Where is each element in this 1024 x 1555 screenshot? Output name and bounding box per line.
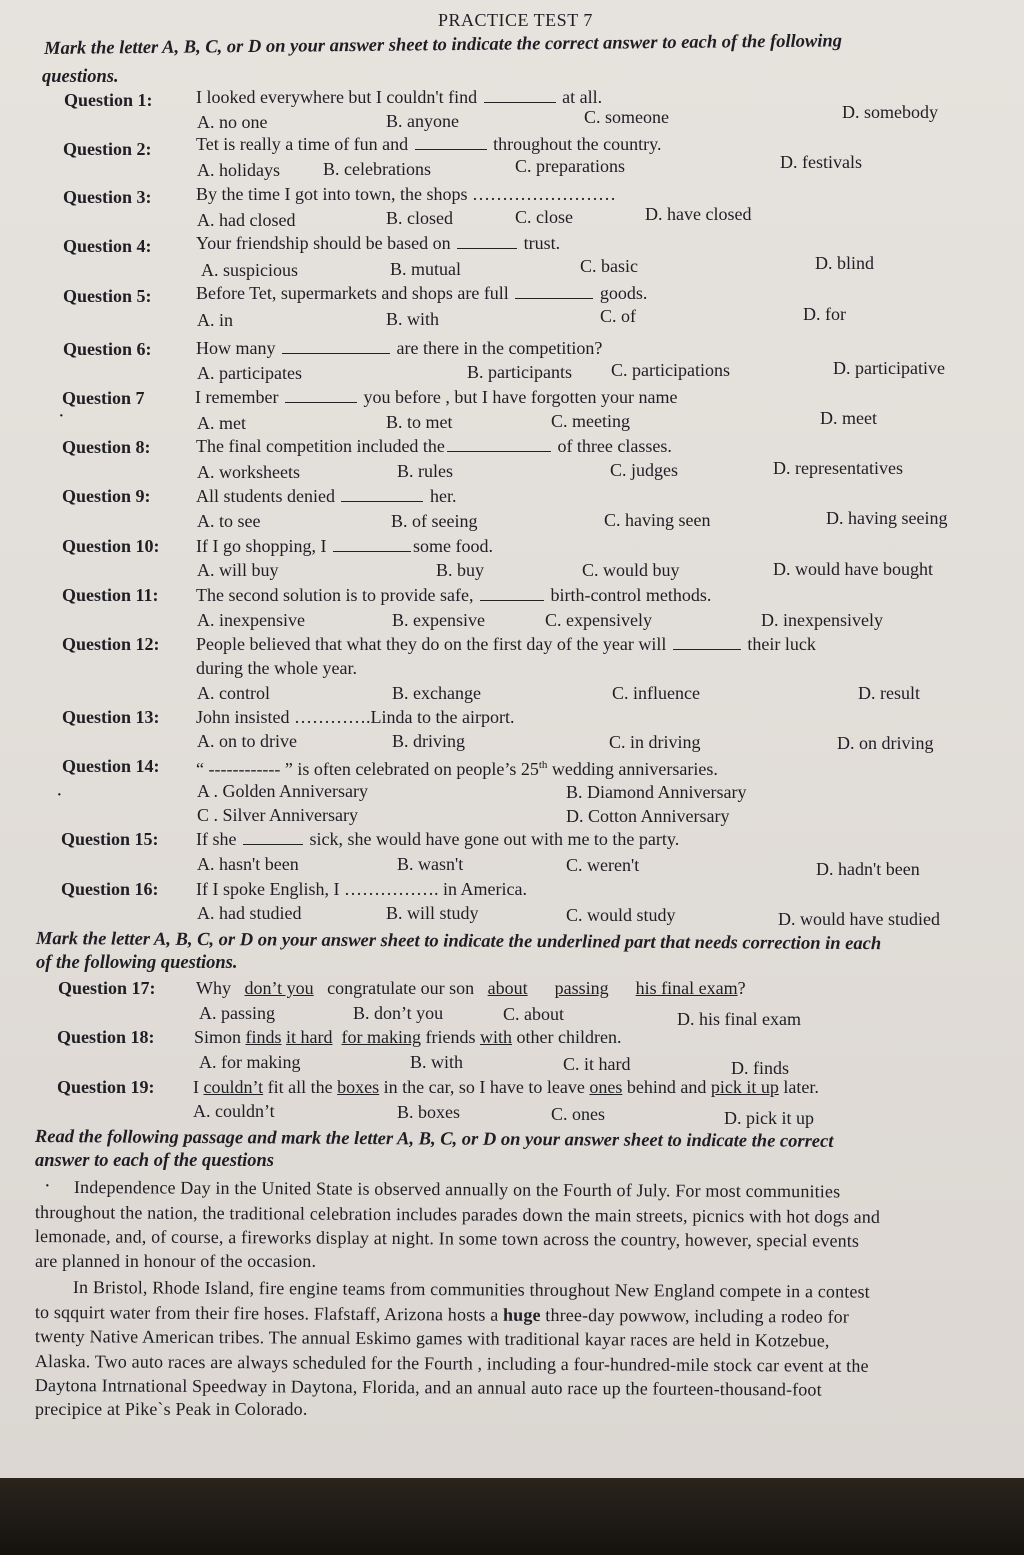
instructions-part2-line2: of the following questions.	[36, 953, 238, 973]
question-16-option-b: B. will study	[386, 903, 479, 923]
question-1-label: Question 1:	[64, 90, 153, 110]
question-4-option-c: C. basic	[580, 256, 638, 276]
question-3-stem: By the time I got into town, the shops ……………………	[196, 184, 616, 204]
question-18-option-b: B. with	[410, 1052, 464, 1072]
question-16-option-d: D. would have studied	[778, 909, 940, 929]
instructions-part1-line2: questions.	[42, 67, 119, 87]
question-9-option-a: A. to see	[197, 511, 261, 531]
question-4-option-b: B. mutual	[390, 259, 461, 279]
question-9-option-c: C. having seen	[604, 510, 711, 530]
question-10-option-d: D. would have bought	[773, 559, 933, 579]
desk-background	[0, 1478, 1024, 1555]
question-9-option-b: B. of seeing	[391, 511, 478, 531]
question-17-option-a: A. passing	[199, 1003, 275, 1023]
instructions-part3-line2: answer to each of the questions	[35, 1151, 274, 1171]
question-15-label: Question 15:	[61, 829, 159, 849]
passage-p1-line3: lemonade, and, of course, a fireworks display at night. In some town across the country, however, special events	[34, 1226, 860, 1251]
question-18-stem: Simon finds it hard for making friends with other children.	[194, 1027, 622, 1047]
question-2-option-c: C. preparations	[515, 156, 625, 176]
question-5-label: Question 5:	[63, 286, 152, 306]
question-16-stem: If I spoke English, I ……………. in America.	[196, 879, 527, 899]
question-8-option-d: D. representatives	[773, 458, 903, 478]
question-11-stem: The second solution is to provide safe, birth-control methods.	[196, 585, 712, 605]
question-12-stem-line2: during the whole year.	[196, 658, 357, 678]
question-7-option-b: B. to met	[386, 412, 453, 432]
question-6-option-d: D. participative	[833, 358, 945, 378]
question-5-option-c: C. of	[600, 306, 636, 326]
question-10-stem: If I go shopping, I some food.	[196, 536, 493, 556]
bullet-dot: ·	[58, 405, 65, 427]
question-3-option-a: A. had closed	[197, 210, 296, 230]
question-3-option-b: B. closed	[386, 208, 453, 228]
question-11-option-c: C. expensively	[545, 610, 652, 630]
passage-p1-line2: throughout the nation, the traditional celebration includes parades down the main streets, picnics with hot dogs and	[34, 1202, 881, 1227]
question-14-option-c: C . Silver Anniversary	[197, 805, 358, 825]
question-9-stem: All students denied her.	[196, 486, 457, 506]
question-5-option-d: D. for	[803, 304, 846, 324]
question-13-option-b: B. driving	[392, 731, 466, 751]
question-13-label: Question 13:	[62, 707, 160, 727]
question-16-option-c: C. would study	[566, 905, 676, 925]
question-16-option-a: A. had studied	[197, 903, 302, 923]
question-9-label: Question 9:	[62, 486, 151, 506]
question-13-stem: John insisted ………….Linda to the airport.	[196, 707, 515, 727]
question-6-option-a: A. participates	[197, 363, 302, 383]
question-17-option-c: C. about	[503, 1004, 564, 1024]
question-3-option-c: C. close	[515, 207, 573, 227]
question-5-stem: Before Tet, supermarkets and shops are full goods.	[196, 283, 648, 303]
question-10-option-a: A. will buy	[197, 560, 279, 580]
instructions-part3-line1: Read the following passage and mark the letter A, B, C, or D on your answer sheet to indicate the correct	[34, 1127, 834, 1152]
question-19-stem: I couldn’t fit all the boxes in the car, so I have to leave ones behind and pick it up later.	[193, 1077, 819, 1097]
question-8-option-c: C. judges	[610, 460, 679, 480]
passage-p2-line5: Daytona Intrnational Speedway in Daytona, Florida, and an annual auto race up the fourteen-thousand-foot	[34, 1375, 822, 1400]
question-12-label: Question 12:	[62, 634, 160, 654]
question-11-option-d: D. inexpensively	[761, 610, 883, 630]
question-14-stem: “ ------------ ” is often celebrated on people’s 25th wedding anniversaries.	[196, 759, 718, 779]
question-1-option-a: A. no one	[197, 112, 268, 132]
question-1-option-b: B. anyone	[386, 111, 459, 131]
question-5-option-b: B. with	[386, 309, 440, 329]
question-18-option-a: A. for making	[199, 1052, 301, 1072]
question-14-label: Question 14:	[62, 756, 160, 776]
question-11-option-a: A. inexpensive	[197, 610, 305, 630]
passage-p2-line1: In Bristol, Rhode Island, fire engine teams from communities throughout New England compete in a contest	[72, 1277, 870, 1302]
question-6-label: Question 6:	[63, 339, 152, 359]
question-7-stem: I remember you before , but I have forgotten your name	[195, 387, 678, 407]
question-8-option-a: A. worksheets	[197, 462, 300, 482]
question-8-option-b: B. rules	[397, 461, 453, 481]
question-8-label: Question 8:	[62, 437, 151, 457]
instructions-part2-line1: Mark the letter A, B, C, or D on your answer sheet to indicate the underlined part that needs correction in each	[35, 929, 882, 955]
question-19-option-b: B. boxes	[397, 1102, 460, 1122]
question-1-stem: I looked everywhere but I couldn't find at all.	[196, 87, 603, 107]
passage-p2-line3: twenty Native American tribes. The annual Eskimo games with traditional kayar races are held in Kotzebue,	[34, 1326, 830, 1351]
question-3-option-d: D. have closed	[645, 204, 752, 224]
question-8-stem: The final competition included the of three classes.	[196, 436, 672, 456]
question-17-stem: Why don’t you congratulate our son about passing his final exam?	[196, 978, 746, 998]
question-14-option-a: A . Golden Anniversary	[197, 781, 368, 801]
question-13-option-c: C. in driving	[609, 732, 701, 752]
question-11-option-b: B. expensive	[392, 610, 485, 630]
question-19-option-c: C. ones	[551, 1104, 605, 1124]
question-4-option-a: A. suspicious	[201, 260, 299, 280]
question-10-label: Question 10:	[62, 536, 160, 556]
question-7-option-a: A. met	[197, 413, 246, 433]
question-18-label: Question 18:	[57, 1027, 155, 1047]
question-4-option-d: D. blind	[815, 253, 875, 273]
question-19-label: Question 19:	[57, 1077, 155, 1097]
question-7-option-c: C. meeting	[551, 411, 630, 431]
passage-p1-line1: Independence Day in the United State is observed annually on the Fourth of July. For most communities	[73, 1177, 841, 1202]
question-10-option-b: B. buy	[436, 560, 485, 580]
question-1-option-c: C. someone	[584, 107, 669, 127]
question-18-option-c: C. it hard	[563, 1054, 631, 1074]
question-4-label: Question 4:	[63, 236, 152, 256]
question-15-option-b: B. wasn't	[397, 854, 464, 874]
question-12-option-d: D. result	[858, 683, 920, 703]
question-5-option-a: A. in	[197, 310, 233, 330]
question-15-option-a: A. hasn't been	[197, 854, 299, 874]
question-12-option-b: B. exchange	[392, 683, 481, 703]
bullet-dot: ·	[56, 784, 63, 806]
question-12-option-c: C. influence	[612, 683, 700, 703]
question-12-option-a: A. control	[197, 683, 270, 703]
question-4-stem: Your friendship should be based on trust.	[196, 233, 561, 253]
passage-p2-line2: to sqquirt water from their fire hoses. Flafstaff, Arizona hosts a huge three-day powwow, including a rodeo for	[34, 1302, 849, 1327]
question-2-option-d: D. festivals	[780, 152, 862, 172]
question-2-option-a: A. holidays	[197, 160, 280, 180]
question-2-option-b: B. celebrations	[323, 159, 431, 179]
question-9-option-d: D. having seeing	[826, 508, 948, 528]
question-12-stem: People believed that what they do on the first day of the year will their luck	[196, 634, 816, 654]
question-1-option-d: D. somebody	[842, 102, 938, 122]
passage-p2-line4: Alaska. Two auto races are always scheduled for the Fourth , including a four-hundred-mile stock car event at the	[34, 1351, 869, 1376]
question-17-label: Question 17:	[58, 978, 156, 998]
question-2-label: Question 2:	[63, 139, 152, 159]
question-6-option-c: C. participations	[611, 360, 730, 380]
question-16-label: Question 16:	[61, 879, 159, 899]
question-19-option-d: D. pick it up	[724, 1108, 814, 1128]
question-19-option-a: A. couldn’t	[193, 1101, 275, 1121]
question-6-stem: How many are there in the competition?	[196, 338, 603, 358]
question-14-option-b: B. Diamond Anniversary	[566, 782, 747, 802]
question-17-option-d: D. his final exam	[677, 1009, 801, 1029]
question-7-option-d: D. meet	[820, 408, 877, 428]
question-13-option-a: A. on to drive	[197, 731, 297, 751]
passage-p2-line6: precipice at Pike`s Peak in Colorado.	[35, 1399, 308, 1419]
bullet-dot: ·	[44, 1175, 51, 1197]
question-18-option-d: D. finds	[731, 1058, 789, 1078]
question-2-stem: Tet is really a time of fun and throughout the country.	[196, 134, 662, 154]
page-title: PRACTICE TEST 7	[438, 10, 593, 30]
question-13-option-d: D. on driving	[837, 733, 934, 753]
question-10-option-c: C. would buy	[582, 560, 680, 580]
question-15-stem: If she sick, she would have gone out with me to the party.	[196, 829, 680, 849]
question-15-option-c: C. weren't	[566, 855, 640, 875]
question-14-option-d: D. Cotton Anniversary	[566, 806, 730, 826]
passage-p1-line4: are planned in honour of the occasion.	[35, 1251, 317, 1271]
question-7-label: Question 7	[62, 388, 145, 408]
instructions-part1-line1: Mark the letter A, B, C, or D on your answer sheet to indicate the correct answer to each of the following	[44, 31, 843, 59]
question-3-label: Question 3:	[63, 187, 152, 207]
question-6-option-b: B. participants	[467, 362, 572, 382]
question-17-option-b: B. don’t you	[353, 1003, 444, 1023]
question-15-option-d: D. hadn't been	[816, 859, 920, 879]
question-11-label: Question 11:	[62, 585, 159, 605]
